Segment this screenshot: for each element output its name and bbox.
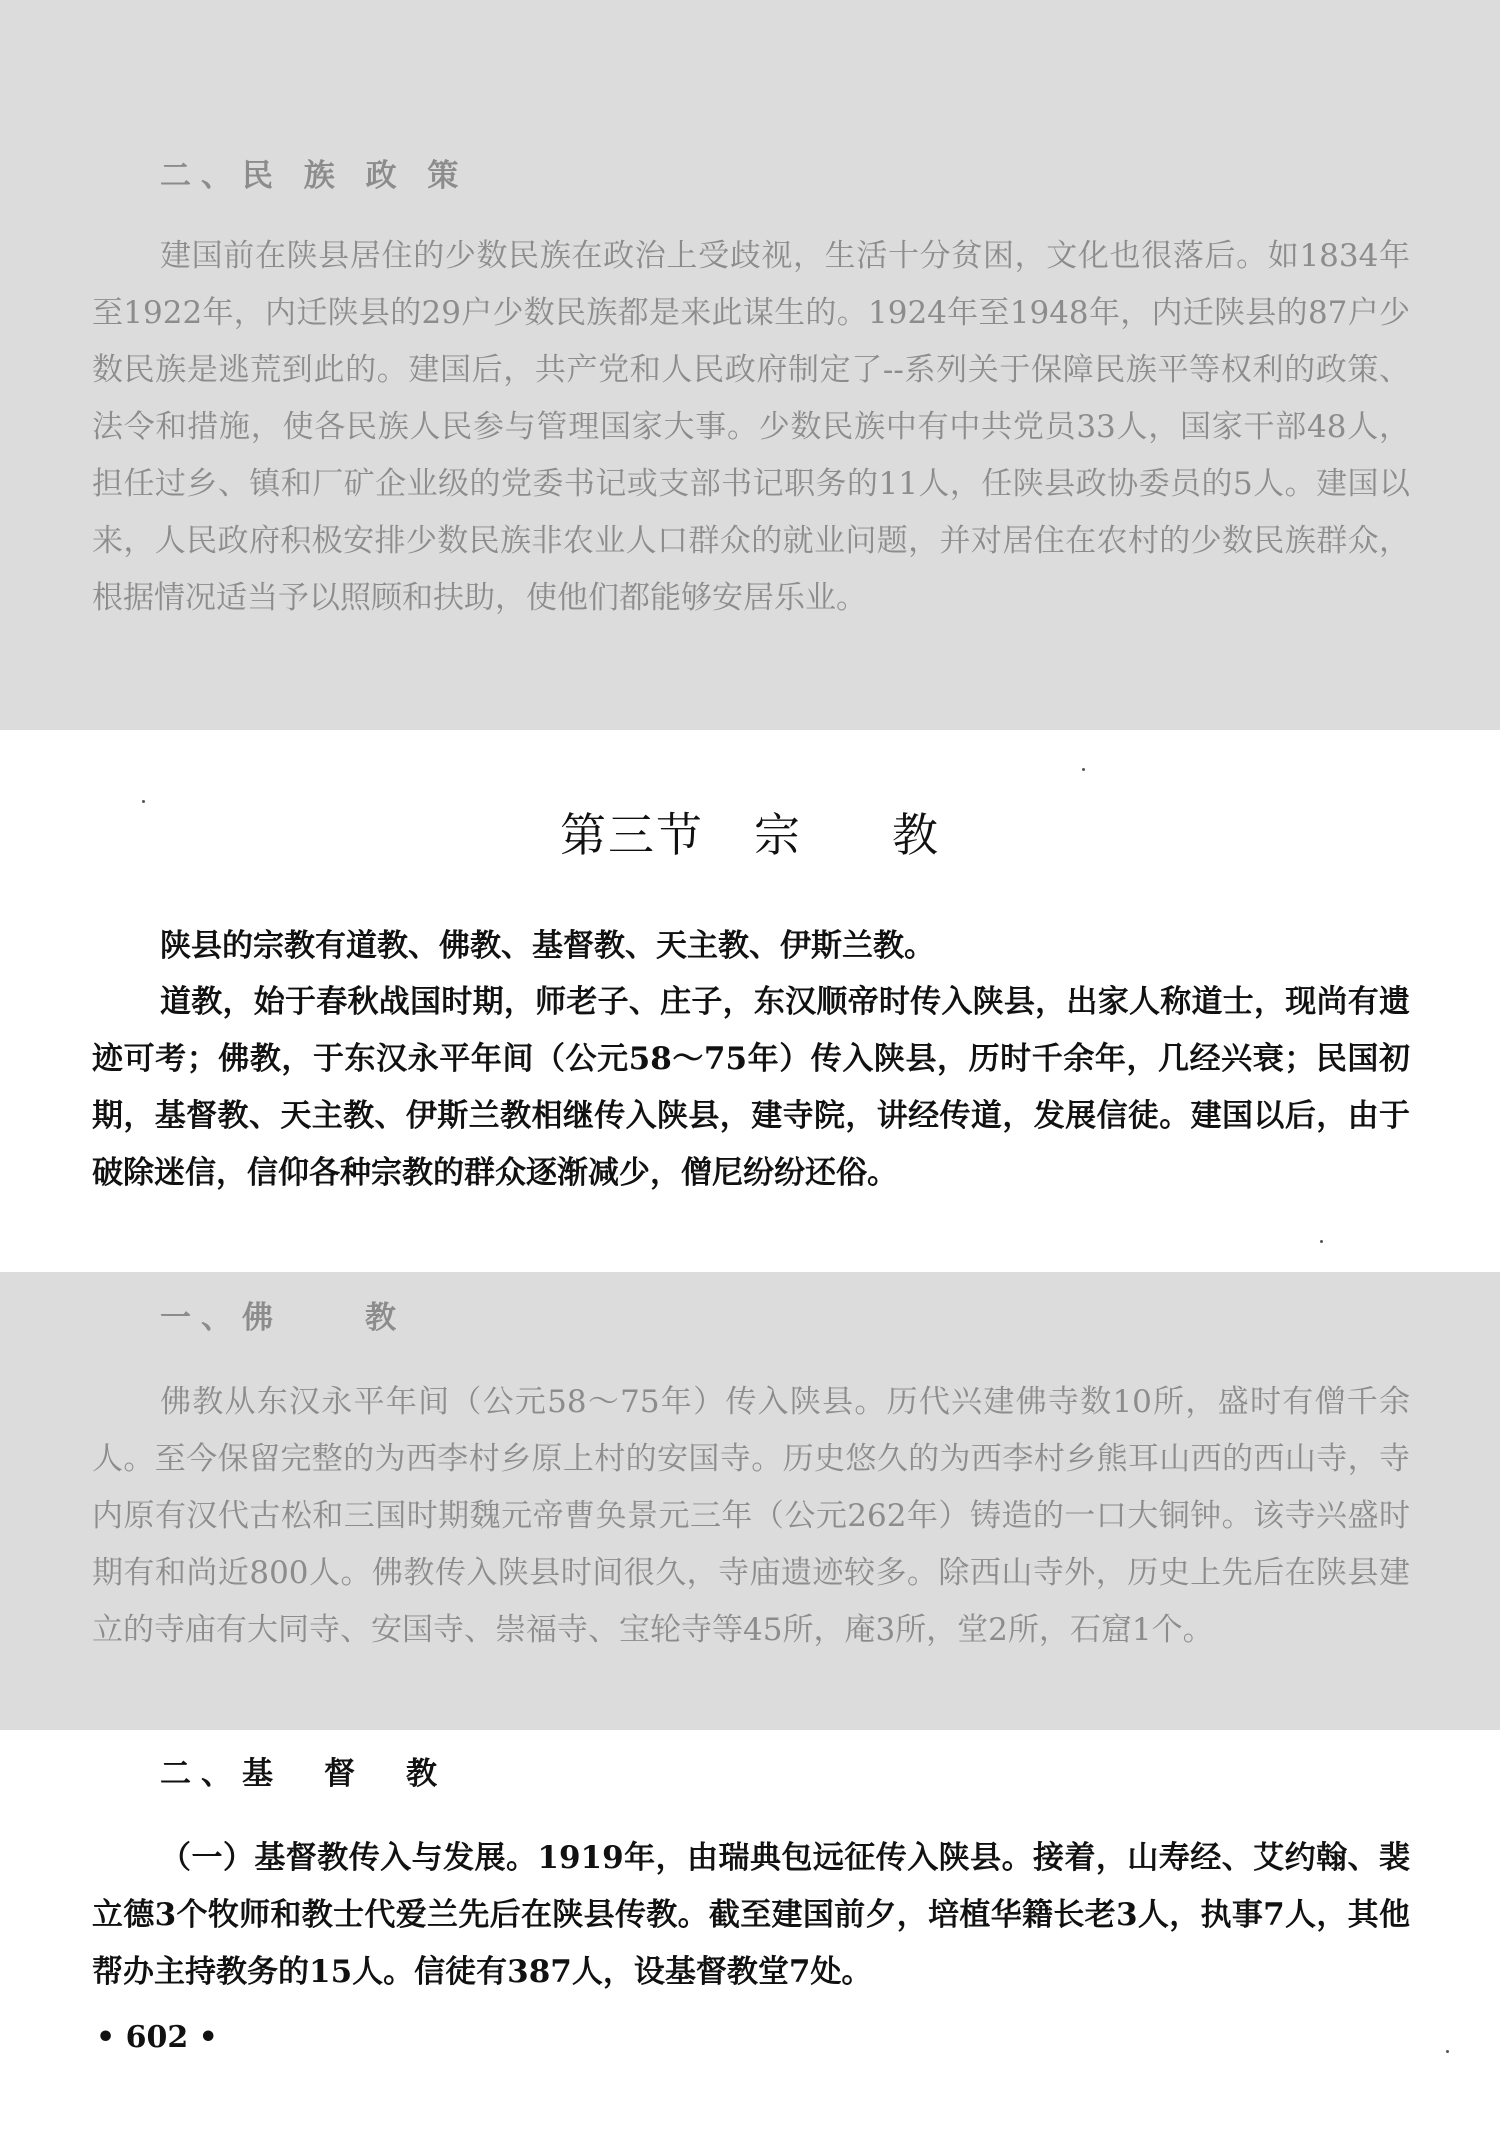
section-title-word-1: 宗 <box>754 808 802 862</box>
religion-intro-line: 陕县的宗教有道教、佛教、基督教、天主教、伊斯兰教。 <box>160 928 935 964</box>
ethnic-policy-heading: 二、民 族 政 策 <box>160 158 469 194</box>
scan-speck <box>1082 768 1085 771</box>
christianity-heading: 二、基 督 教 <box>160 1756 447 1792</box>
buddhism-heading: 一、佛 教 <box>160 1300 406 1336</box>
section-title-word-2: 教 <box>892 808 940 862</box>
section-title-number: 第三节 <box>560 808 704 862</box>
buddhism-body: 佛教从东汉永平年间（公元58～75年）传入陕县。历代兴建佛寺数10所，盛时有僧千余人。至今保留完整的为西李村乡原上村的安国寺。历史悠久的为西李村乡熊耳山西的西山寺，寺内原有汉代古松和三国时期魏元帝曹奂景元三年（公元262年）铸造的一口大铜钟。该寺兴盛时期有和尚近800人。佛教传入陕县时间很久，寺庙遗迹较多。除西山寺外，历史上先后在陕县建立的寺庙有大同寺、安国寺、崇福寺、宝轮寺等45所，庵3所，堂2所，石窟1个。 <box>92 1384 1410 1648</box>
page-number: • 602 • <box>96 2020 218 2055</box>
section-title <box>0 805 1500 865</box>
scan-speck <box>1320 1240 1323 1243</box>
scan-speck <box>142 800 145 803</box>
scan-speck <box>1446 2050 1449 2053</box>
religion-intro-body: 道教，始于春秋战国时期，师老子、庄子，东汉顺帝时传入陕县，出家人称道士，现尚有遗迹可考；佛教，于东汉永平年间（公元58～75年）传入陕县，历时千余年，几经兴衰；民国初期，基督教、天主教、伊斯兰教相继传入陕县，建寺院，讲经传道，发展信徒。建国以后，由于破除迷信，信仰各种宗教的群众逐渐减少，僧尼纷纷还俗。 <box>92 984 1410 1191</box>
christianity-body: （一）基督教传入与发展。1919年，由瑞典包远征传入陕县。接着，山寿经、艾约翰、裴立德3个牧师和教士代爱兰先后在陕县传教。截至建国前夕，培植华籍长老3人，执事7人，其他帮办主持教务的15人。信徒有387人，设基督教堂7处。 <box>92 1840 1410 1990</box>
ethnic-policy-body: 建国前在陕县居住的少数民族在政治上受歧视，生活十分贫困，文化也很落后。如1834年至1922年，内迁陕县的29户少数民族都是来此谋生的。1924年至1948年，内迁陕县的87户少数民族是逃荒到此的。建国后，共产党和人民政府制定了--系列关于保障民族平等权利的政策、法令和措施，使各民族人民参与管理国家大事。少数民族中有中共党员33人，国家干部48人，担任过乡、镇和厂矿企业级的党委书记或支部书记职务的11人，任陕县政协委员的5人。建国以来，人民政府积极安排少数民族非农业人口群众的就业问题，并对居住在农村的少数民族群众，根据情况适当予以照顾和扶助，使他们都能够安居乐业。 <box>92 238 1410 616</box>
